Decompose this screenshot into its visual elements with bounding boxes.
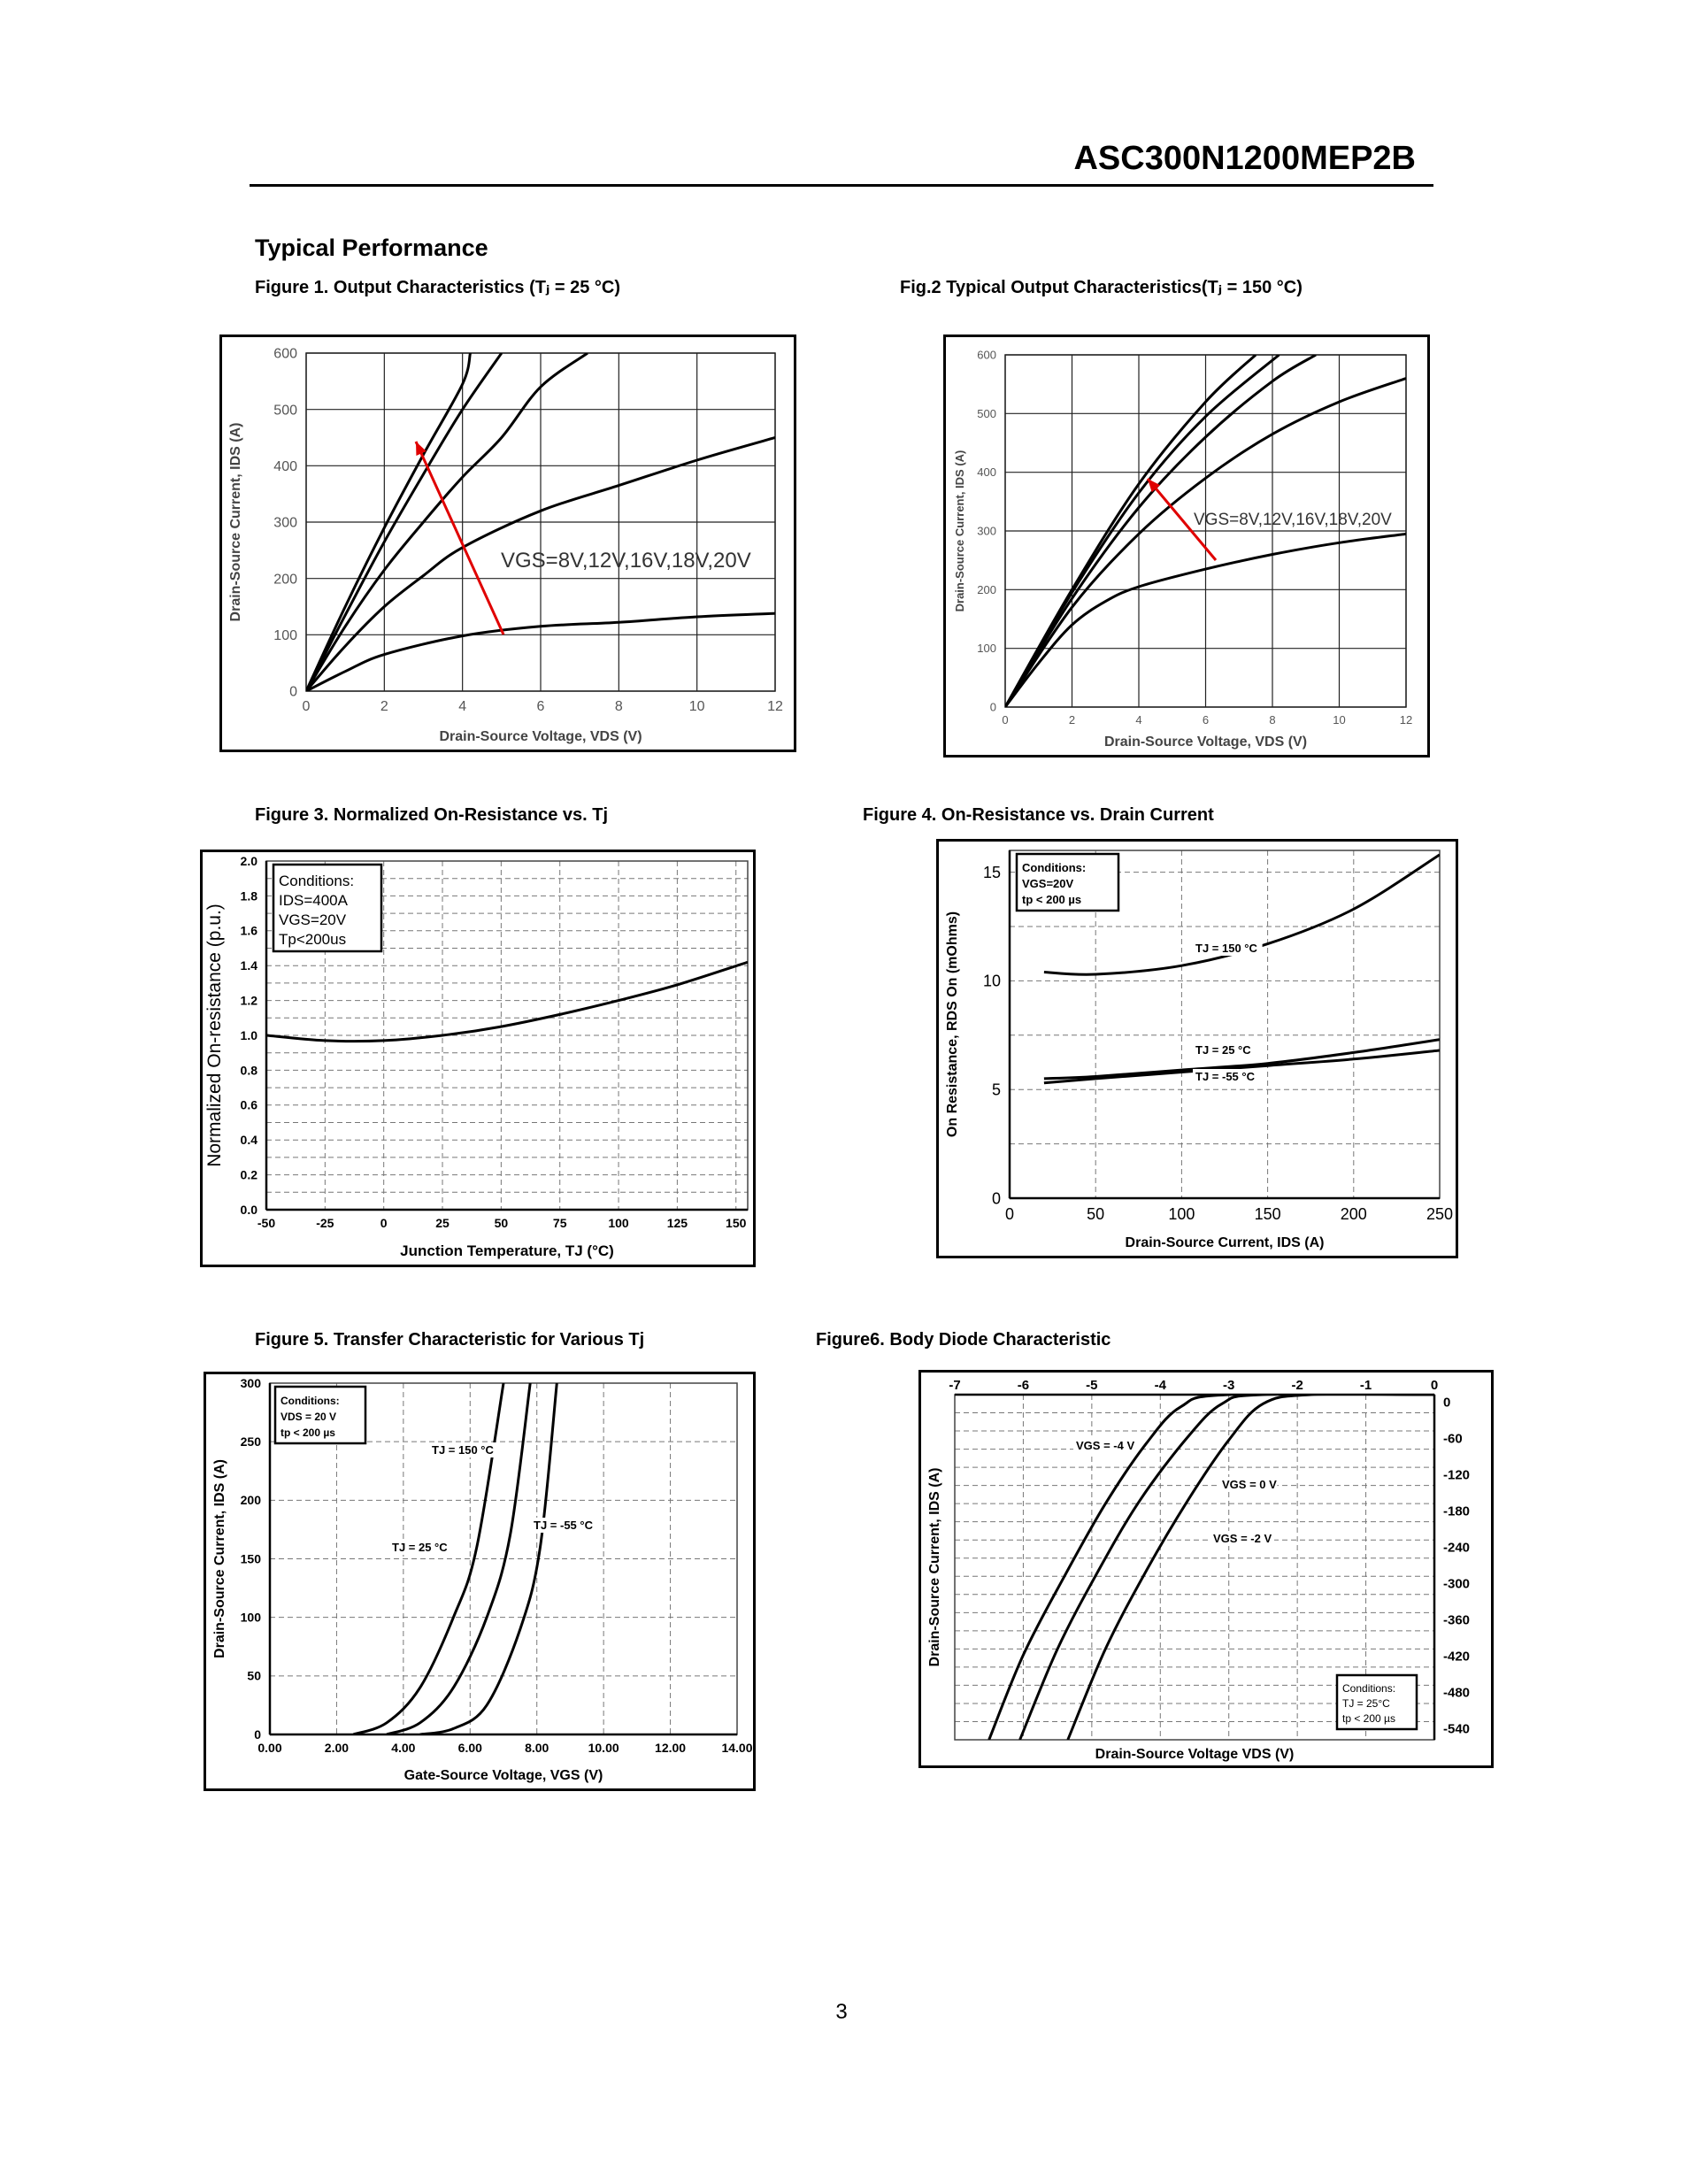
fig1-caption: Figure 1. Output Characteristics (Tⱼ = 25 °C) bbox=[255, 278, 621, 297]
fig3-xtick-label: 125 bbox=[666, 1216, 688, 1230]
fig6-xtick-label: 0 bbox=[1430, 1378, 1439, 1393]
fig1-xtick-label: 12 bbox=[767, 699, 783, 714]
fig2-grid bbox=[1005, 355, 1406, 707]
fig4-ylabel: On Resistance, RDS On (mOhms) bbox=[945, 911, 960, 1138]
fig4-xlabel: Drain-Source Current, IDS (A) bbox=[1125, 1235, 1325, 1250]
fig4-conditions-line: tp < 200 µs bbox=[1022, 893, 1082, 906]
fig2-ylabel: Drain-Source Current, IDS (A) bbox=[953, 450, 966, 612]
fig3-xtick-label: 75 bbox=[552, 1216, 567, 1230]
fig6-ytick-label: -540 bbox=[1443, 1721, 1471, 1737]
fig6-svg bbox=[921, 1373, 1491, 1765]
fig2-xtick-label: 12 bbox=[1399, 713, 1413, 727]
fig6-xtick-label: -5 bbox=[1086, 1378, 1098, 1393]
fig1-xtick-label: 0 bbox=[302, 699, 311, 714]
fig5-conditions-line: tp < 200 µs bbox=[280, 1427, 335, 1439]
fig6-conditions-line: TJ = 25°C bbox=[1342, 1697, 1390, 1710]
fig5-ytick-label: 100 bbox=[240, 1610, 261, 1625]
fig3-ytick-label: 0.4 bbox=[240, 1133, 257, 1148]
fig2-vgs-annotation: VGS=8V,12V,16V,18V,20V bbox=[1194, 511, 1392, 529]
fig1-ylabel: Drain-Source Current, IDS (A) bbox=[228, 422, 243, 622]
fig3-xtick-label: 25 bbox=[435, 1216, 450, 1230]
fig5-xtick-label: 10.00 bbox=[588, 1741, 619, 1755]
fig4-xtick-label: 100 bbox=[1168, 1205, 1195, 1223]
fig5-xtick-label: 8.00 bbox=[525, 1741, 549, 1755]
fig6-ytick-label: -120 bbox=[1443, 1467, 1471, 1483]
fig5-caption: Figure 5. Transfer Characteristic for Various Tj bbox=[255, 1330, 645, 1350]
fig5-ytick-label: 150 bbox=[240, 1551, 261, 1566]
fig5-svg bbox=[206, 1374, 753, 1788]
fig6-ytick-label: -420 bbox=[1443, 1649, 1471, 1665]
section-title: Typical Performance bbox=[255, 235, 488, 261]
fig2-ytick-label: 0 bbox=[989, 700, 996, 714]
fig5-ytick-label: 200 bbox=[240, 1493, 261, 1508]
fig3-conditions-line: Conditions: bbox=[279, 873, 355, 889]
fig5-curve-label: TJ = 150 °C bbox=[432, 1443, 494, 1457]
fig6-ylabel: Drain-Source Current, IDS (A) bbox=[927, 1467, 942, 1667]
fig4-ytick-label: 5 bbox=[991, 1080, 1001, 1099]
header-rule bbox=[250, 184, 1433, 187]
fig6-caption: Figure6. Body Diode Characteristic bbox=[816, 1330, 1111, 1350]
part-number: ASC300N1200MEP2B bbox=[1073, 140, 1416, 177]
fig6-conditions-line: Conditions: bbox=[1342, 1682, 1396, 1695]
fig6-xtick-label: -1 bbox=[1359, 1378, 1372, 1393]
fig1-ytick-label: 0 bbox=[289, 684, 297, 700]
fig5-xtick-label: 14.00 bbox=[721, 1741, 753, 1755]
fig6-ytick-label: -480 bbox=[1443, 1685, 1471, 1701]
fig3-conditions-line: Tp<200us bbox=[279, 931, 347, 948]
fig2-xtick-label: 10 bbox=[1333, 713, 1346, 727]
fig1-ytick-label: 600 bbox=[273, 346, 297, 362]
fig3-ytick-label: 0.0 bbox=[240, 1202, 257, 1217]
fig3-ytick-label: 0.8 bbox=[240, 1063, 257, 1078]
fig2-xtick-label: 8 bbox=[1269, 713, 1276, 727]
fig6-xtick-label: -7 bbox=[949, 1378, 961, 1393]
page-number: 3 bbox=[835, 2000, 848, 2024]
fig4-xtick-label: 150 bbox=[1254, 1205, 1281, 1223]
fig3-xtick-label: -25 bbox=[316, 1216, 334, 1230]
fig1-vgs-annotation: VGS=8V,12V,16V,18V,20V bbox=[501, 549, 751, 573]
fig1-red-arrow bbox=[416, 442, 503, 634]
fig1-svg bbox=[222, 337, 794, 750]
fig1-xtick-label: 6 bbox=[536, 699, 545, 714]
fig6-ytick-label: -300 bbox=[1443, 1576, 1471, 1592]
fig3-xtick-label: 0 bbox=[380, 1216, 388, 1230]
fig3-caption: Figure 3. Normalized On-Resistance vs. Tj bbox=[255, 805, 609, 825]
fig1-ytick-label: 200 bbox=[273, 572, 297, 588]
fig3-xtick-label: 100 bbox=[608, 1216, 629, 1230]
fig2-xlabel: Drain-Source Voltage, VDS (V) bbox=[1103, 734, 1308, 750]
fig6-ytick-label: -180 bbox=[1443, 1503, 1471, 1519]
figure-5-transfer-characteristic bbox=[204, 1372, 756, 1791]
fig5-xtick-label: 2.00 bbox=[324, 1741, 350, 1755]
fig2-caption: Fig.2 Typical Output Characteristics(Tⱼ = 150 °C) bbox=[900, 278, 1303, 297]
fig6-curve-label: VGS = -4 V bbox=[1076, 1439, 1135, 1452]
fig2-xtick-label: 4 bbox=[1135, 713, 1142, 727]
fig5-series-group bbox=[353, 1383, 557, 1734]
fig3-ytick-label: 1.4 bbox=[240, 958, 257, 973]
fig5-xlabel: Gate-Source Voltage, VGS (V) bbox=[403, 1768, 603, 1783]
fig6-xtick-label: -6 bbox=[1017, 1378, 1030, 1393]
fig2-xtick-label: 6 bbox=[1202, 713, 1210, 727]
fig6-conditions-line: tp < 200 µs bbox=[1342, 1712, 1395, 1725]
fig4-svg bbox=[939, 842, 1456, 1256]
figure-3-normalized-on-resistance bbox=[200, 850, 756, 1267]
figure-4-on-resistance-vs-current bbox=[936, 839, 1458, 1258]
fig3-ytick-label: 1.6 bbox=[240, 923, 257, 938]
fig5-conditions-line: Conditions: bbox=[280, 1395, 340, 1407]
fig2-ytick-label: 300 bbox=[977, 524, 996, 538]
fig1-xtick-label: 8 bbox=[614, 699, 623, 714]
fig3-series-line-0 bbox=[266, 962, 748, 1041]
fig3-xlabel: Junction Temperature, TJ (°C) bbox=[400, 1242, 614, 1259]
fig3-ytick-label: 0.6 bbox=[240, 1097, 257, 1112]
fig3-svg bbox=[203, 852, 753, 1265]
figure-2-output-characteristics-150c bbox=[943, 335, 1430, 757]
fig1-xtick-label: 2 bbox=[380, 699, 388, 714]
fig5-xtick-label: 4.00 bbox=[391, 1741, 416, 1755]
fig1-ytick-label: 500 bbox=[273, 403, 297, 419]
fig3-ytick-label: 0.2 bbox=[240, 1167, 257, 1182]
fig2-ytick-label: 100 bbox=[977, 642, 996, 656]
fig6-xtick-label: -4 bbox=[1154, 1378, 1166, 1393]
fig6-xtick-label: -3 bbox=[1223, 1378, 1235, 1393]
fig6-curve-label: VGS = -2 V bbox=[1213, 1532, 1272, 1545]
fig5-ylabel: Drain-Source Current, IDS (A) bbox=[212, 1459, 227, 1658]
fig3-ytick-label: 1.2 bbox=[240, 993, 257, 1008]
fig2-svg bbox=[946, 337, 1427, 755]
fig5-ytick-label: 250 bbox=[240, 1434, 261, 1450]
fig4-xtick-label: 200 bbox=[1340, 1205, 1367, 1223]
fig3-xtick-label: -50 bbox=[257, 1216, 276, 1230]
fig3-ytick-label: 1.0 bbox=[240, 1027, 257, 1042]
fig2-ytick-label: 600 bbox=[977, 348, 996, 362]
fig6-ytick-label: -360 bbox=[1443, 1612, 1471, 1628]
fig3-conditions-line: VGS=20V bbox=[279, 911, 347, 928]
fig3-xtick-label: 150 bbox=[726, 1216, 747, 1230]
fig4-curve-label: TJ = 150 °C bbox=[1195, 942, 1257, 955]
fig5-xtick-label: 12.00 bbox=[655, 1741, 687, 1755]
fig3-conditions-line: IDS=400A bbox=[279, 892, 348, 909]
fig4-conditions-line: VGS=20V bbox=[1022, 877, 1074, 890]
fig4-xtick-label: 0 bbox=[1004, 1205, 1015, 1223]
fig4-conditions-line: Conditions: bbox=[1022, 861, 1087, 874]
fig2-ytick-label: 400 bbox=[977, 465, 996, 480]
figure-6-body-diode bbox=[918, 1370, 1494, 1768]
fig1-ytick-label: 100 bbox=[273, 627, 297, 643]
fig1-ytick-label: 400 bbox=[273, 458, 297, 474]
fig5-xtick-label: 6.00 bbox=[457, 1741, 482, 1755]
fig4-ytick-label: 10 bbox=[982, 972, 1001, 990]
fig2-ytick-label: 500 bbox=[977, 406, 996, 420]
fig3-xtick-label: 50 bbox=[494, 1216, 509, 1230]
fig6-xlabel: Drain-Source Voltage VDS (V) bbox=[1095, 1747, 1295, 1762]
fig3-ytick-label: 2.0 bbox=[240, 853, 257, 868]
fig3-series-group bbox=[266, 962, 748, 1041]
fig5-curve-label: TJ = -55 °C bbox=[534, 1519, 593, 1532]
fig1-xtick-label: 10 bbox=[688, 699, 705, 714]
fig6-ytick-label: 0 bbox=[1443, 1395, 1451, 1411]
fig5-ytick-label: 50 bbox=[247, 1668, 261, 1683]
fig5-conditions-line: VDS = 20 V bbox=[280, 1411, 337, 1423]
fig5-ytick-label: 300 bbox=[240, 1375, 261, 1390]
fig6-ytick-label: -60 bbox=[1443, 1431, 1463, 1447]
fig2-xtick-label: 2 bbox=[1068, 713, 1076, 727]
fig6-xtick-label: -2 bbox=[1291, 1378, 1303, 1393]
fig5-ytick-label: 0 bbox=[254, 1726, 261, 1742]
fig3-ytick-label: 1.8 bbox=[240, 888, 257, 904]
fig4-xtick-label: 250 bbox=[1426, 1205, 1454, 1223]
fig5-curve-label: TJ = 25 °C bbox=[392, 1541, 448, 1554]
fig3-ylabel: Normalized On-resistance (p.u.) bbox=[204, 904, 225, 1167]
figure-1-output-characteristics bbox=[219, 335, 796, 752]
fig4-curve-label: TJ = -55 °C bbox=[1195, 1070, 1255, 1083]
fig4-ytick-label: 15 bbox=[982, 863, 1001, 881]
fig1-grid bbox=[306, 353, 775, 691]
fig4-xtick-label: 50 bbox=[1087, 1205, 1105, 1223]
fig4-curve-label: TJ = 25 °C bbox=[1195, 1043, 1251, 1057]
fig5-series-line-0 bbox=[353, 1383, 503, 1734]
fig1-ytick-label: 300 bbox=[273, 515, 297, 531]
fig2-xtick-label: 0 bbox=[1002, 713, 1009, 727]
fig6-ytick-label: -240 bbox=[1443, 1540, 1471, 1556]
fig5-xtick-label: 0.00 bbox=[257, 1741, 282, 1755]
fig6-curve-label: VGS = 0 V bbox=[1222, 1478, 1277, 1491]
fig4-caption: Figure 4. On-Resistance vs. Drain Current bbox=[863, 805, 1214, 825]
fig1-xtick-label: 4 bbox=[458, 699, 467, 714]
fig4-ytick-label: 0 bbox=[991, 1189, 1001, 1208]
fig2-ytick-label: 200 bbox=[977, 582, 996, 596]
fig1-xlabel: Drain-Source Voltage, VDS (V) bbox=[439, 729, 642, 744]
